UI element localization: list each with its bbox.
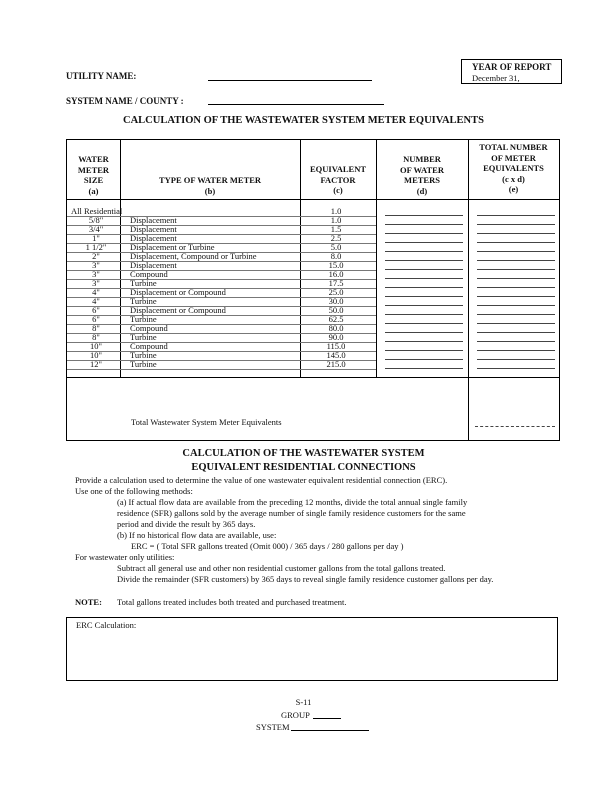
equivalent-factor: 115.0 [326,341,346,351]
row-separator [67,270,376,271]
section2-title-line1: CALCULATION OF THE WASTEWATER SYSTEM [182,448,425,459]
equivalent-factor: 90.0 [328,332,344,342]
footer-group-line[interactable] [313,718,341,719]
row-separator [67,342,376,343]
meter-type: Turbine [130,314,157,324]
all-residential-label: All Residential [71,206,123,216]
header-size: WATER METER SIZE (a) [77,154,110,196]
total-divider [67,377,559,378]
instruction-line: residence (SFR) gallons sold by the average number of single family residence customers for the same [117,508,466,518]
meter-type: Displacement, Compound or Turbine [130,251,257,261]
total-label: Total Wastewater System Meter Equivalents [131,417,282,427]
meter-size: 3/4" [88,224,104,234]
equivalent-factor: 145.0 [326,350,346,360]
equivalent-factor: 1.0 [330,215,342,225]
row-separator [67,369,376,370]
instruction-line: Use one of the following methods: [75,486,193,496]
meter-size: 3" [92,260,100,270]
equivalent-factor: 16.0 [328,269,344,279]
meter-type: Compound [130,323,168,333]
utility-name-label: UTILITY NAME: [66,71,137,81]
meter-size: 12" [90,359,102,369]
instruction-line: (b) If no historical flow data are available, use: [117,530,277,540]
meter-type: Compound [130,341,168,351]
meter-type: Turbine [130,350,157,360]
meter-size: 8" [92,332,100,342]
meter-size: 2" [92,251,100,261]
table-row [67,360,559,369]
meter-size: 6" [92,305,100,315]
row-separator [67,225,376,226]
meter-size: 10" [90,350,102,360]
meter-type: Turbine [130,359,157,369]
note-text: Total gallons treated includes both treated and purchased treatment. [117,597,347,607]
instruction-line: Provide a calculation used to determine the value of one wastewater equivalent residential connection (ERC). [75,475,448,485]
row-separator [67,360,376,361]
meter-type: Compound [130,269,168,279]
meter-type: Turbine [130,278,157,288]
erc-calculation-label: ERC Calculation: [76,620,137,630]
system-name-line[interactable] [208,104,384,105]
row-separator [67,234,376,235]
meters-input-line[interactable] [385,368,463,369]
meter-type: Displacement or Turbine [130,242,215,252]
equivalent-factor: 15.0 [328,260,344,270]
main-title: CALCULATION OF THE WASTEWATER SYSTEM METER EQUIVALENTS [123,115,484,126]
equivalent-factor: 5.0 [330,242,342,252]
header-type: TYPE OF WATER METER (b) [158,175,262,196]
meter-size: 3" [92,269,100,279]
meter-size: 5/8" [88,215,104,225]
row-separator [67,279,376,280]
meter-type: Turbine [130,332,157,342]
erc-calculation-box[interactable] [66,617,558,681]
meter-size: 6" [92,314,100,324]
footer-group-label: GROUP [281,710,310,720]
equivalent-factor: 62.5 [328,314,344,324]
header-number: NUMBER OF WATER METERS (d) [399,154,444,196]
row-separator [67,324,376,325]
header-divider [67,199,559,200]
utility-name-line[interactable] [208,80,372,81]
header-total: TOTAL NUMBER OF METER EQUIVALENTS (c x d) (e) [479,142,548,194]
meter-size: 4" [92,296,100,306]
meter-size: 3" [92,278,100,288]
meter-size: 1" [92,233,100,243]
total-input-line[interactable] [475,426,555,427]
meter-size: 10" [90,341,102,351]
system-name-label: SYSTEM NAME / COUNTY : [66,96,184,106]
equivalent-factor: 2.5 [330,233,342,243]
note-label: NOTE: [75,597,102,607]
footer-system-line[interactable] [291,730,369,731]
equivalents-input-line[interactable] [477,368,555,369]
meter-size: 1 1/2" [85,242,107,252]
equivalent-factor: 30.0 [328,296,344,306]
equivalent-factor: 17.5 [328,278,344,288]
instruction-line: (a) If actual flow data are available from the preceding 12 months, divide the total annual single family [117,497,468,507]
row-separator [67,288,376,289]
equivalent-factor: 80.0 [328,323,344,333]
meter-type: Displacement [130,215,177,225]
meter-type: Turbine [130,296,157,306]
meter-type: Displacement [130,224,177,234]
equivalent-factor: 50.0 [328,305,344,315]
meter-size: 8" [92,323,100,333]
meter-size: 4" [92,287,100,297]
row-separator [67,315,376,316]
equivalent-factor: 25.0 [328,287,344,297]
row-separator [67,306,376,307]
meter-equivalents-table [66,139,560,441]
meter-type: Displacement [130,260,177,270]
equivalent-factor: 215.0 [326,359,346,369]
section2-title-line2: EQUIVALENT RESIDENTIAL CONNECTIONS [191,462,416,473]
meter-type: Displacement [130,233,177,243]
row-separator [67,351,376,352]
instruction-line: For wastewater only utilities: [75,552,175,562]
year-of-report-date: December 31, [472,73,520,83]
instruction-line: Divide the remainder (SFR customers) by 365 days to reveal single family residence customer gallons per day. [117,574,494,584]
row-separator [67,333,376,334]
row-separator [67,243,376,244]
header-factor: EQUIVALENT FACTOR (c) [309,164,367,195]
instruction-line: period and divide the result by 365 days. [117,519,256,529]
year-of-report-box [461,59,562,84]
instruction-line: ERC = ( Total SFR gallons treated (Omit 000) / 365 days / 280 gallons per day ) [131,541,404,551]
equivalent-factor: 8.0 [330,251,342,261]
row-separator [67,252,376,253]
footer-system-label: SYSTEM [256,722,290,732]
year-of-report-title: YEAR OF REPORT [472,62,552,72]
row-separator [67,297,376,298]
equivalent-factor: 1.5 [330,224,342,234]
meter-type: Displacement or Compound [130,287,226,297]
page-number: S-11 [295,697,312,707]
row-separator [67,216,376,217]
meter-type: Displacement or Compound [130,305,226,315]
instruction-line: Subtract all general use and other non residential customer gallons from the total gallons treated. [117,563,446,573]
all-residential-factor: 1.0 [330,206,342,216]
row-separator [67,261,376,262]
